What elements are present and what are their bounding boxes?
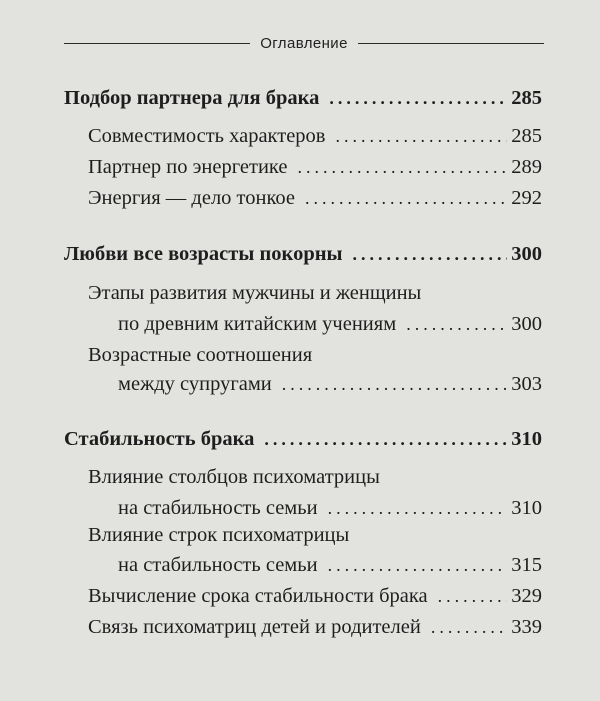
- toc-item-line1: Этапы развития мужчины и женщины: [88, 282, 422, 304]
- toc-item-title: на стабильность семьи: [118, 554, 318, 576]
- toc-page-number: 285: [511, 87, 542, 109]
- toc-item: [118, 370, 542, 398]
- toc-item: [118, 494, 542, 522]
- toc-page-number: 315: [511, 554, 542, 576]
- toc-page-number: 303: [511, 373, 542, 395]
- header-rule-left: [64, 43, 250, 44]
- leader-dots: [297, 153, 507, 181]
- toc-item-title: Связь психоматриц детей и родителей: [88, 616, 421, 638]
- leader-dots: [431, 613, 507, 641]
- toc-item: [88, 153, 542, 181]
- toc-page-number: 292: [511, 187, 542, 209]
- toc-item-line1: Возрастные соотношения: [88, 344, 313, 366]
- toc-section-title: Любви все возрасты покорны: [64, 243, 343, 265]
- leader-dots: [328, 494, 508, 522]
- toc-item-line1: Влияние строк психоматрицы: [88, 524, 350, 546]
- toc-item: [88, 122, 542, 150]
- leader-dots: [305, 184, 507, 212]
- toc-item-title: по древним китайским учениям: [118, 313, 397, 335]
- leader-dots: [282, 370, 507, 398]
- toc-page-number: 310: [511, 428, 542, 450]
- toc-section-title: Стабильность брака: [64, 428, 255, 450]
- leader-dots: [264, 425, 507, 453]
- toc-item: [118, 551, 542, 579]
- toc-item-title: на стабильность семьи: [118, 497, 318, 519]
- leader-dots: [438, 582, 508, 610]
- toc-item: [118, 310, 542, 338]
- toc-item: [88, 582, 542, 610]
- toc-section-2: [64, 240, 542, 268]
- toc-item-title: между супругами: [118, 373, 272, 395]
- toc-page-number: 300: [511, 313, 542, 335]
- header-rule-right: [358, 43, 544, 44]
- toc-page-number: 329: [511, 585, 542, 607]
- leader-dots: [335, 122, 507, 150]
- toc-item: [88, 613, 542, 641]
- toc-page-number: 285: [511, 125, 542, 147]
- running-header: [64, 30, 544, 56]
- toc-page-number: 310: [511, 497, 542, 519]
- toc-item-title: Партнер по энергетике: [88, 156, 288, 178]
- toc-item-title: Совместимость характеров: [88, 125, 326, 147]
- leader-dots: [353, 240, 508, 268]
- leader-dots: [329, 84, 507, 112]
- toc-page-number: 300: [511, 243, 542, 265]
- toc-item: [88, 184, 542, 212]
- toc-page-number: 339: [511, 616, 542, 638]
- toc-section-3: [64, 425, 542, 453]
- toc-item-line1: Влияние столбцов психоматрицы: [88, 466, 380, 488]
- toc-section-title: Подбор партнера для брака: [64, 87, 320, 109]
- leader-dots: [328, 551, 508, 579]
- leader-dots: [406, 310, 507, 338]
- toc-section-1: [64, 84, 542, 112]
- toc-item-title: Энергия — дело тонкое: [88, 187, 295, 209]
- toc-item-title: Вычисление срока стабильности брака: [88, 585, 428, 607]
- toc-page-number: 289: [511, 156, 542, 178]
- header-title: Оглавление: [260, 34, 348, 52]
